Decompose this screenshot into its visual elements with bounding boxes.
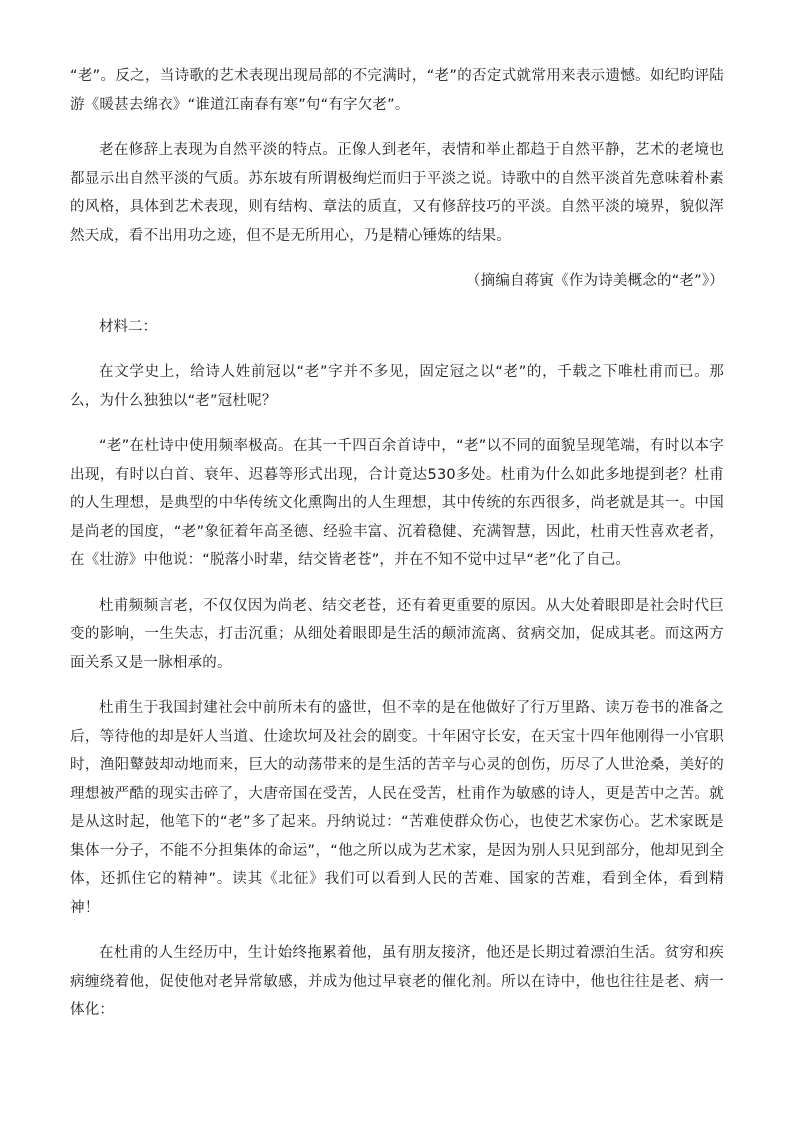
paragraph-4: “老”在杜诗中使用频率极高。在其一千四百余首诗中，“老”以不同的面貌呈现笔端，有时以本字出现，有时以白首、衰年、迟暮等形式出现，合计竟达530多处。杜甫为什么如此多地提到老？杜甫的人生理想，是典型的中华传统文化熏陶出的人生理想，其中传统的东西很多，尚老就是其一。中国是尚老的国度，“老”象征着年高圣德、经验丰富、沉着稳健、充满智慧，因此，杜甫天性喜欢老者，在《壮游》中他说：“脱落小时辈，结交皆老苍”，并在不知不觉中过早“老”化了自己。	[70, 438, 724, 568]
source-citation: （摘编自蒋寅《作为诗美概念的“老”》）	[465, 273, 724, 289]
paragraph-5: 杜甫频频言老，不仅仅因为尚老、结交老苍，还有着更重要的原因。从大处着眼即是社会时代巨变的影响，一生失志，打击沉重；从细处着眼即是生活的颠沛流离、贫病交加，促成其老。而这两方面关系又是一脉相承的。	[70, 597, 724, 671]
paragraph-3: 在文学史上，给诗人姓前冠以“老”字并不多见，固定冠之以“老”的，千载之下唯杜甫而已。那么，为什么独独以“老”冠杜呢？	[70, 364, 724, 409]
paragraph-2: 老在修辞上表现为自然平淡的特点。正像人到老年，表情和举止都趋于自然平静，艺术的老境也都显示出自然平淡的气质。苏东坡有所谓极绚烂而归于平淡之说。诗歌中的自然平淡首先意味着朴素的风格，具体到艺术表现，则有结构、章法的质直，又有修辞技巧的平淡。自然平淡的境界，貌似浑然天成，看不出用功之迹，但不是无所用心，乃是精心锤炼的结果。	[70, 142, 724, 244]
paragraph-6: 杜甫生于我国封建社会中前所未有的盛世，但不幸的是在他做好了行万里路、读万卷书的准备之后，等待他的却是奸人当道、仕途坎坷及社会的剧变。十年困守长安，在天宝十四年他刚得一小官职时，渔阳鼙鼓却动地而来，巨大的动荡带来的是生活的苦辛与心灵的创伤，历尽了人世沧桑，美好的理想被严酷的现实击碎了，大唐帝国在受苦，人民在受苦，杜甫作为敏感的诗人，更是苦中之苦。就是从这时起，他笔下的“老”多了起来。丹纳说过：“苦难使群众伤心，也使艺术家伤心。艺术家既是集体一分子，不能不分担集体的命运”，“他之所以成为艺术家，是因为别人只见到部分，他却见到全体，还抓住它的精神”。读其《北征》我们可以看到人民的苦难、国家的苦难，看到全体，看到精神！	[70, 700, 724, 916]
document-body	[70, 62, 724, 1042]
paragraph-7: 在杜甫的人生经历中，生计始终拖累着他，虽有朋友接济，他还是长期过着漂泊生活。贫穷和疾病缠绕着他，促使他对老异常敏感，并成为他过早衰老的催化剂。所以在诗中，他也往往是老、病一体化：	[70, 945, 724, 1018]
material-label: 材料二：	[99, 318, 157, 335]
paragraph-1: “老”。反之，当诗歌的艺术表现出现局部的不完满时，“老”的否定式就常用来表示遗憾。如纪昀评陆游《暖甚去绵衣》“谁道江南春有寒”句“有字欠老”。	[70, 68, 724, 113]
